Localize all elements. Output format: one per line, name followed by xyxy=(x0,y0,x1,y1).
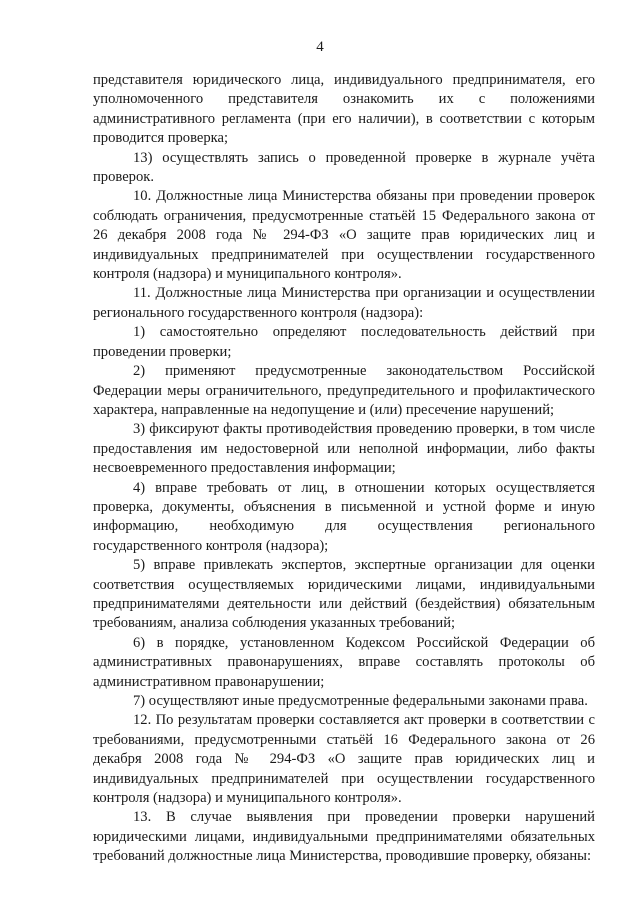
paragraph-section-10: 10. Должностные лица Министерства обязаны при проведении проверок соблюдать ограничения, предусмотренные статьёй 15 Федерального закона от 26 декабря 2008 года № 294-ФЗ «О защите прав юридических лиц и индивидуальных предпринимателей при осуществлении государственного контроля (надзора) и муниципального контроля». xyxy=(93,188,595,283)
document-body xyxy=(93,71,595,867)
paragraph-section-13: 13. В случае выявления при проведении проверки нарушений юридическими лицами, индивидуальными предпринимателями обязательных требований должностные лица Министерства, проводившие проверку, обязаны: xyxy=(93,809,595,865)
paragraph-item-4: 4) вправе требовать от лиц, в отношении которых осуществляется проверка, документы, объяснения в письменной и устной форме и иную информацию, необходимую для осуществления регионального государственного контроля (надзора); xyxy=(93,479,595,554)
paragraph-item-2: 2) применяют предусмотренные законодательством Российской Федерации меры ограничительного, предупредительного и профилактического характера, направленные на недопущение и (или) пресечение нарушений; xyxy=(93,363,595,418)
page-number: 4 xyxy=(316,39,324,55)
paragraph-section-11: 11. Должностные лица Министерства при организации и осуществлении регионального государственного контроля (надзора): xyxy=(93,285,595,321)
paragraph-item-3: 3) фиксируют факты противодействия проведению проверки, в том числе предоставления им недостоверной или неполной информации, либо факты несвоевременного предоставления информации; xyxy=(93,421,595,477)
paragraph-item-5: 5) вправе привлекать экспертов, экспертные организации для оценки соответствия осуществляемых юридическими лицами, индивидуальными предпринимателями деятельности или действий (бездействия) обязательным требованиям, анализа соблюдения указанных требований; xyxy=(93,557,595,632)
paragraph-section-12: 12. По результатам проверки составляется акт проверки в соответствии с требованиями, предусмотренными статьёй 16 Федерального закона от 26 декабря 2008 года № 294-ФЗ «О защите прав юридических лиц и индивидуальных предпринимателей при осуществлении государственного контроля (надзора) и муниципального контроля». xyxy=(93,712,595,807)
paragraph-item-7: 7) осуществляют иные предусмотренные федеральными законами права. xyxy=(133,693,588,709)
paragraph-continuation: представителя юридического лица, индивидуального предпринимателя, его уполномоченного представителя ознакомить их с положениями административного регламента (при его наличии), в соответствии с которым проводится проверка; xyxy=(93,72,595,147)
paragraph-item-1: 1) самостоятельно определяют последовательность действий при проведении проверки; xyxy=(93,324,595,360)
paragraph-item-13: 13) осуществлять запись о проведенной проверке в журнале учёта проверок. xyxy=(93,149,595,186)
paragraph-item-6: 6) в порядке, установленном Кодексом Российской Федерации об административных правонарушениях, вправе составлять протоколы об административном правонарушении; xyxy=(93,634,595,690)
